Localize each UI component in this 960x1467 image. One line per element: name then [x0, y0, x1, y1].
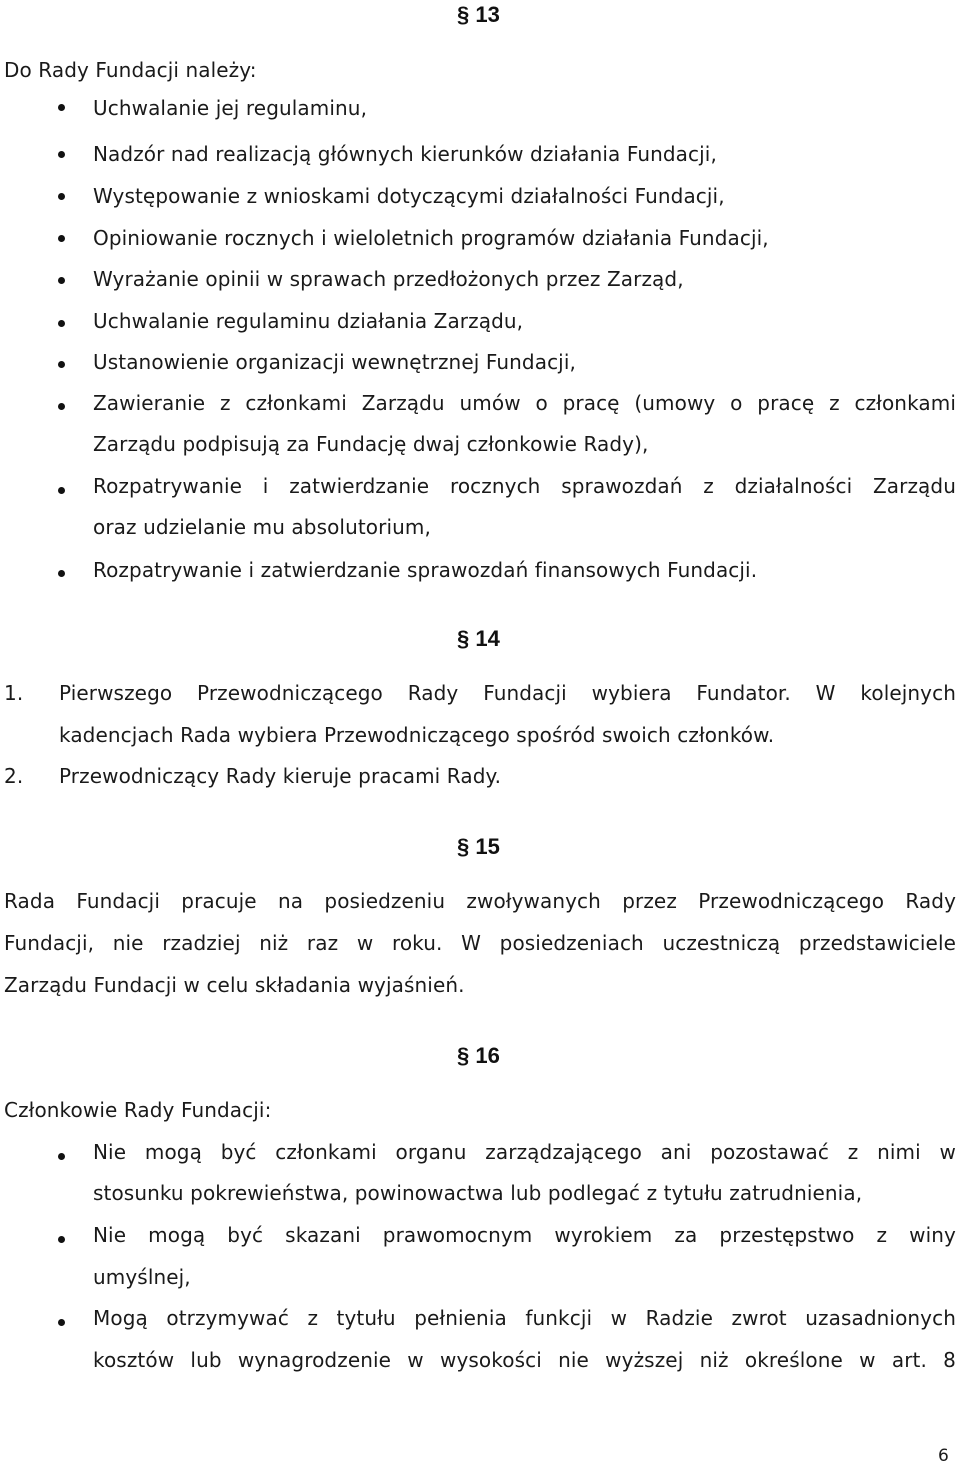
bullet-icon — [58, 570, 65, 577]
section-heading-15: § 15 — [457, 834, 500, 859]
numbered-item-line: Pierwszego Przewodniczącego Rady Fundacji wybiera Fundator. W kolejnych — [59, 681, 956, 705]
list-item: Uchwalanie jej regulaminu, — [93, 96, 368, 120]
list-item: Opiniowanie rocznych i wieloletnich programów działania Fundacji, — [93, 226, 769, 250]
section-heading-14: § 14 — [457, 626, 500, 651]
list-item: Uchwalanie regulaminu działania Zarządu, — [93, 309, 524, 333]
list-item: Ustanowienie organizacji wewnętrznej Fundacji, — [93, 350, 576, 374]
list-item-line: Mogą otrzymywać z tytułu pełnienia funkcji w Radzie zwrot uzasadnionych — [93, 1306, 956, 1330]
section-heading-13: § 13 — [457, 2, 500, 27]
section-13-intro: Do Rady Fundacji należy: — [4, 58, 257, 82]
bullet-icon — [58, 193, 65, 200]
list-number: 1. — [4, 681, 24, 705]
list-item-line: Rozpatrywanie i zatwierdzanie rocznych sprawozdań z działalności Zarządu — [93, 474, 956, 498]
list-item-line: Zarządu podpisują za Fundację dwaj członkowie Rady), — [93, 432, 649, 456]
list-item-line: Nie mogą być członkami organu zarządzającego ani pozostawać z nimi w — [93, 1140, 956, 1164]
bullet-icon — [58, 1319, 65, 1326]
list-item: Występowanie z wnioskami dotyczącymi działalności Fundacji, — [93, 184, 725, 208]
bullet-icon — [58, 1236, 65, 1243]
bullet-icon — [58, 235, 65, 242]
list-item-line: stosunku pokrewieństwa, powinowactwa lub podlegać z tytułu zatrudnienia, — [93, 1181, 863, 1205]
list-item-line: Zawieranie z członkami Zarządu umów o pracę (umowy o pracę z członkami — [93, 391, 956, 415]
list-item: Rozpatrywanie i zatwierdzanie sprawozdań finansowych Fundacji. — [93, 558, 758, 582]
paragraph-line: Zarządu Fundacji w celu składania wyjaśnień. — [4, 973, 465, 997]
bullet-icon — [58, 487, 65, 494]
page-number: 6 — [938, 1446, 949, 1466]
section-16-intro: Członkowie Rady Fundacji: — [4, 1098, 272, 1122]
bullet-icon — [58, 361, 65, 368]
numbered-item-line: Przewodniczący Rady kieruje pracami Rady. — [59, 764, 502, 788]
list-item-line: oraz udzielanie mu absolutorium, — [93, 515, 431, 539]
list-number: 2. — [4, 764, 24, 788]
section-heading-16: § 16 — [457, 1043, 500, 1068]
bullet-icon — [58, 403, 65, 410]
bullet-icon — [58, 1153, 65, 1160]
paragraph-line: Rada Fundacji pracuje na posiedzeniu zwoływanych przez Przewodniczącego Rady — [4, 889, 956, 913]
bullet-icon — [58, 277, 65, 284]
list-item-line: umyślnej, — [93, 1265, 191, 1289]
list-item-line: kosztów lub wynagrodzenie w wysokości nie wyższej niż określone w art. 8 — [93, 1348, 956, 1372]
paragraph-line: Fundacji, nie rzadziej niż raz w roku. W posiedzeniach uczestniczą przedstawiciele — [4, 931, 956, 955]
list-item: Wyrażanie opinii w sprawach przedłożonych przez Zarząd, — [93, 267, 684, 291]
bullet-icon — [58, 151, 65, 158]
numbered-item-line: kadencjach Rada wybiera Przewodniczącego spośród swoich członków. — [59, 723, 775, 747]
bullet-icon — [58, 320, 65, 327]
list-item-line: Nie mogą być skazani prawomocnym wyrokiem za przestępstwo z winy — [93, 1223, 956, 1247]
list-item: Nadzór nad realizacją głównych kierunków działania Fundacji, — [93, 142, 717, 166]
bullet-icon — [58, 104, 65, 111]
